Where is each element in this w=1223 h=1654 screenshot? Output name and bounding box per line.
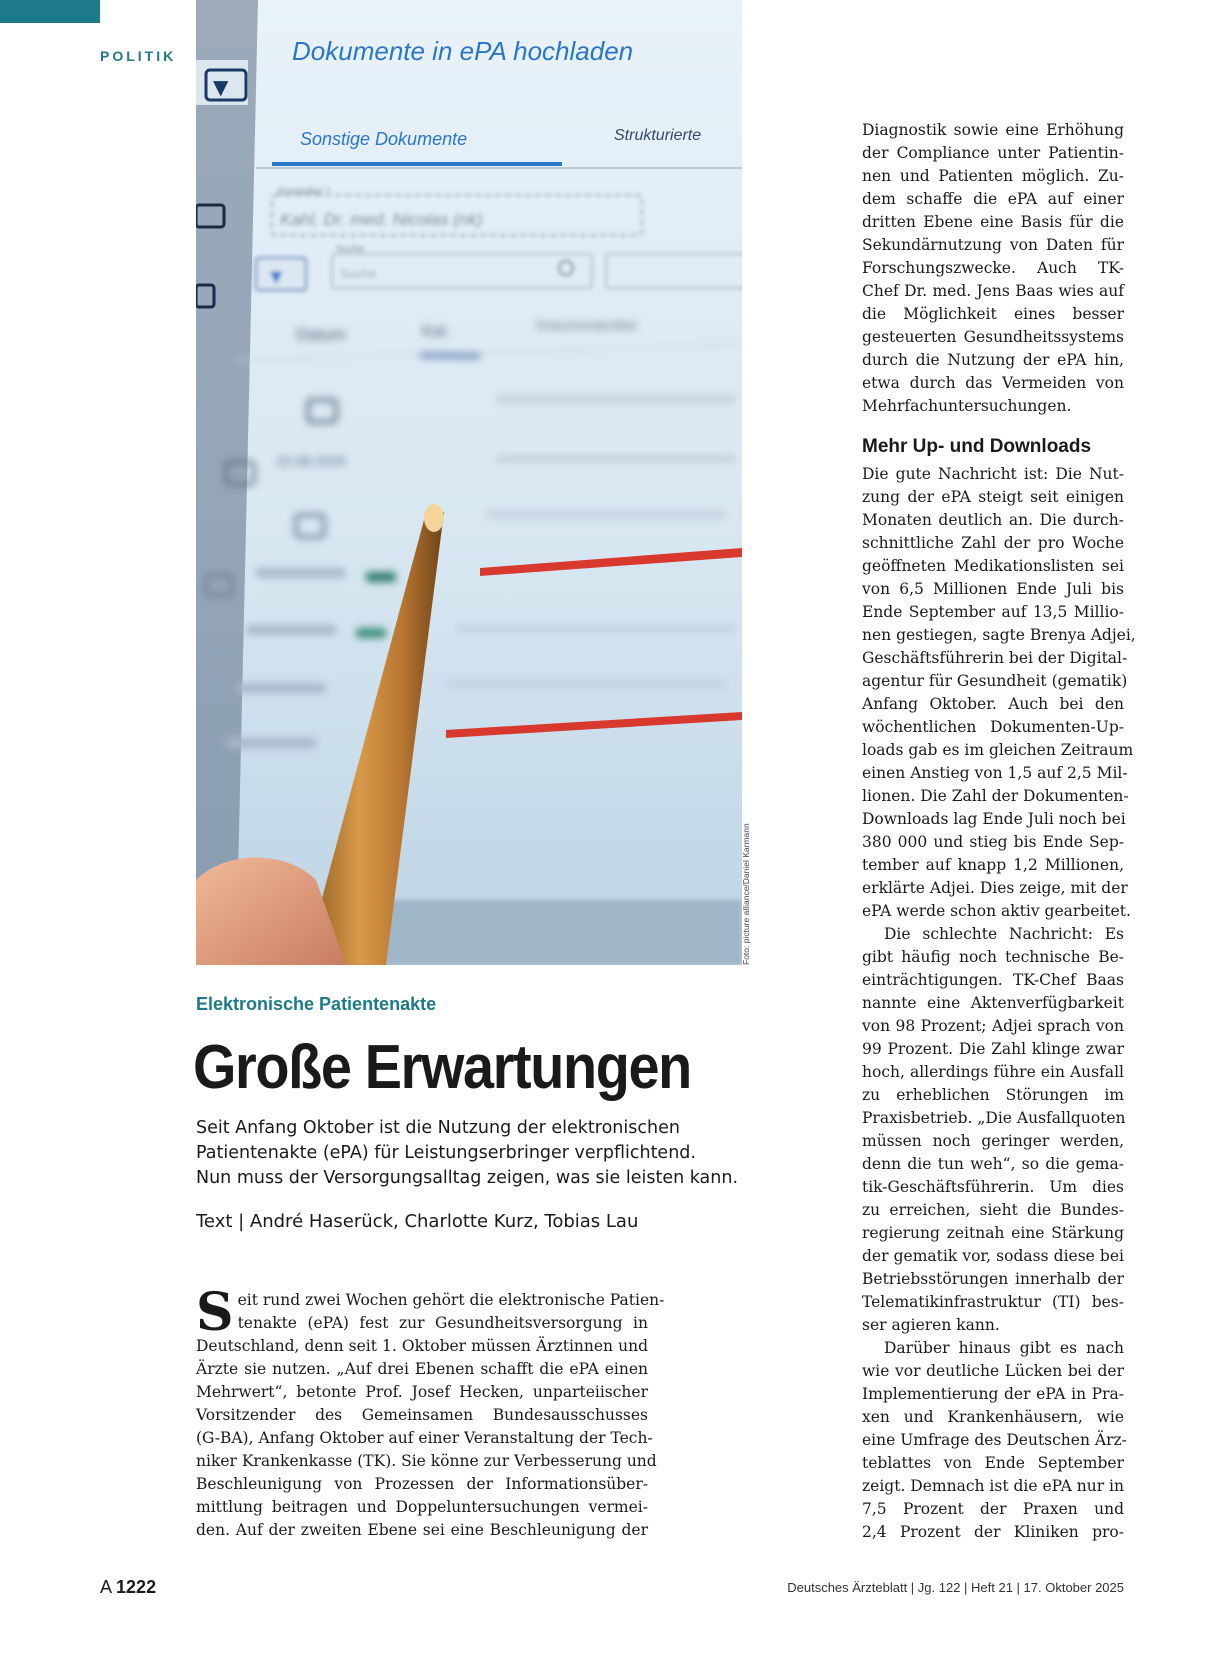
photo-field-value: Kahl, Dr. med. Nicolas (nk) [280,210,483,229]
section-accent-bar [0,0,100,23]
photo-credit: Foto: picture alliance/Daniel Karmann [741,823,751,965]
body-line: die Möglichkeit eines besser [862,305,1124,323]
body-line: einen Anstieg von 1,5 auf 2,5 Mil- [862,764,1128,782]
body-line: der gematik vor, sodass diese bei [862,1247,1124,1265]
body-line: zu erheblichen Störungen im [862,1086,1124,1104]
photo-screen-illustration [196,0,742,965]
body-line: loads gab es im gleichen Zeitraum [862,741,1134,759]
photo-field-label: Einsteller * [278,186,331,198]
body-line: Die schlechte Nachricht: Es [884,925,1124,943]
body-line: Ärzte sie nutzen. „Auf drei Ebenen schafft die ePA einen [196,1360,648,1378]
body-line: Die gute Nachricht ist: Die Nut- [862,465,1124,483]
body-line: Monaten deutlich an. Die durch- [862,511,1124,529]
body-line: schnittliche Zahl der pro Woche [862,534,1124,552]
drop-cap: S [196,1282,234,1343]
body-line: 380 000 und stieg bis Ende Sep- [862,833,1124,851]
body-line: Ende September auf 13,5 Millio- [862,603,1124,621]
page-number-value: 1222 [116,1577,157,1597]
body-line: dritten Ebene eine Basis für die [862,213,1124,231]
body-line: erklärte Adjei. Dies zeige, mit der [862,879,1128,897]
body-line: zung der ePA steigt seit einigen [862,488,1124,506]
svg-text:▼: ▼ [270,267,283,286]
article-byline: Text | André Haserück, Charlotte Kurz, Tobias Lau [196,1211,639,1232]
body-line: gesteuerten Gesundheitssystems [862,328,1124,346]
photo-col-datum: Datum [296,325,347,344]
body-line: etwa durch das Vermeiden von [862,374,1124,392]
page-number [100,1577,156,1598]
body-line: tember auf knapp 1,2 Millionen, [862,856,1124,874]
body-line: Chef Dr. med. Jens Baas wies auf [862,282,1124,300]
article-headline: Große Erwartungen [193,1033,691,1102]
body-line: Telematikinfrastruktur (TI) bes- [862,1293,1124,1311]
body-line: agentur für Gesundheit (gematik) [862,672,1128,690]
body-line: wöchentlichen Dokumenten-Up- [862,718,1124,736]
body-line: Mehrfachuntersuchungen. [862,397,1072,415]
photo-tab-other: Strukturierte [614,127,702,144]
photo-row-date: 22.06.2025 [276,453,347,469]
body-line: der Compliance unter Patientin- [862,144,1124,162]
body-line: Sekundärnutzung von Daten für [862,236,1124,254]
body-line: Beschleunigung von Prozessen der Informationsüber- [196,1475,648,1493]
body-line: mittlung beitragen und Doppeluntersuchungen vermei- [196,1498,648,1516]
body-column-left [196,1282,665,1542]
body-line: dem schaffe die ePA auf einer [862,190,1124,208]
body-line: Diagnostik sowie eine Erhöhung [862,121,1124,139]
body-line: Geschäftsführerin bei der Digital- [862,649,1128,667]
body-line: niker Krankenkasse (TK). Sie könne zur Verbesserung und [196,1452,657,1470]
body-line: eine Umfrage des Deutschen Ärz- [862,1431,1127,1449]
article-photo [196,0,742,965]
body-line: einträchtigungen. TK-Chef Baas [862,971,1124,989]
body-line: 2,4 Prozent der Kliniken pro- [862,1523,1124,1541]
body-line: gibt häufig noch technische Be- [862,948,1124,966]
body-line: müssen noch geringer werden, [862,1132,1124,1150]
body-line: nen gestiegen, sagte Brenya Adjei, [862,626,1136,644]
photo-search-label: Suche [336,244,365,255]
body-line: xen und Krankenhäusern, wie [862,1408,1124,1426]
svg-text:▼: ▼ [213,75,229,99]
body-line: nannte eine Aktenverfügbarkeit [862,994,1124,1012]
body-line: Betriebsstörungen innerhalb der [862,1270,1124,1288]
body-line: Deutschland, denn seit 1. Oktober müssen Ärztinnen und [196,1337,648,1355]
article-teaser [196,1116,756,1191]
photo-tab-active: Sonstige Dokumente [300,129,468,149]
body-line: lionen. Die Zahl der Dokumenten- [862,787,1129,805]
photo-screen-title: Dokumente in ePA hochladen [292,36,634,66]
body-line: Mehrwert“, betonte Prof. Josef Hecken, unparteiischer [196,1383,648,1401]
body-line: (G-BA), Anfang Oktober auf einer Veranstaltung der Tech- [196,1429,653,1447]
photo-col-kat: Kat. [422,323,451,340]
body-line: eit rund zwei Wochen gehört die elektronische Patien- [237,1291,665,1309]
body-line: von 98 Prozent; Adjei sprach von [862,1017,1124,1035]
body-line: Darüber hinaus gibt es nach [884,1339,1124,1357]
body-line: tik-Geschäftsführerin. Um dies [862,1178,1124,1196]
body-line: von 6,5 Millionen Ende Juli bis [862,580,1124,598]
teaser-line: Patientenakte (ePA) für Leistungserbringer verpflichtend. [196,1143,696,1163]
article-kicker: Elektronische Patientenakte [196,994,437,1014]
body-line: durch die Nutzung der ePA hin, [862,351,1124,369]
body-line: Downloads lag Ende Juli noch bei [862,810,1126,828]
teaser-line: Seit Anfang Oktober ist die Nutzung der elektronischen [196,1118,680,1138]
body-line: Vorsitzender des Gemeinsamen Bundesausschusses [196,1406,648,1424]
body-line: ePA werde schon aktiv gearbeitet. [862,902,1131,920]
teaser-line: Nun muss der Versorgungsalltag zeigen, was sie leisten kann. [196,1168,739,1188]
body-line: 99 Prozent. Die Zahl klinge zwar [862,1040,1124,1058]
body-line: Praxisbetrieb. „Die Ausfallquoten [862,1109,1126,1127]
body-line: denn die tun weh“, so die gema- [862,1155,1124,1173]
body-line: zeigt. Demnach ist die ePA nur in [862,1477,1125,1495]
body-line: Implementierung der ePA in Pra- [862,1385,1124,1403]
body-line: 7,5 Prozent der Praxen und [862,1500,1124,1518]
body-line: Anfang Oktober. Auch bei den [862,695,1124,713]
body-line: ser agieren kann. [862,1316,1000,1334]
photo-search-placeholder: Suche [340,266,377,281]
body-column-right-top [862,119,1124,418]
section-label: POLITIK [100,48,177,64]
body-line: den. Auf der zweiten Ebene sei eine Beschleunigung der [196,1521,648,1539]
body-line: geöffneten Medikationslisten sei [862,557,1124,575]
body-line: hoch, allerdings führe ein Ausfall [862,1063,1124,1081]
page-prefix: A [100,1577,112,1597]
body-column-right-bottom [862,463,1136,1544]
article-subhead: Mehr Up- und Downloads [862,436,1092,457]
body-line: teblattes von Ende September [862,1454,1124,1472]
body-line: regierung zeitnah eine Stärkung [862,1224,1124,1242]
body-line: wie vor deutliche Lücken bei der [862,1362,1124,1380]
body-line: Forschungszwecke. Auch TK- [862,259,1124,277]
body-line: zu erreichen, sieht die Bundes- [862,1201,1124,1219]
body-line: tenakte (ePA) fest zur Gesundheitsversorgung in [237,1314,648,1332]
body-line: nen und Patienten möglich. Zu- [862,167,1124,185]
journal-info: Deutsches Ärzteblatt | Jg. 122 | Heft 21 | 17. Oktober 2025 [787,1580,1124,1595]
photo-col-doc: Dokumententitel [536,317,638,333]
